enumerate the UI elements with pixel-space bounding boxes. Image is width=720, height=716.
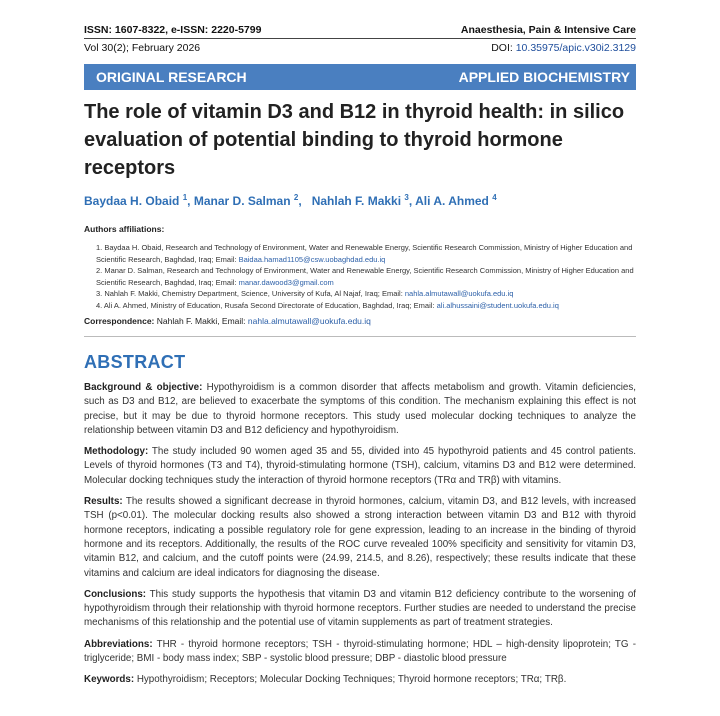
journal-name: Anaesthesia, Pain & Intensive Care <box>460 24 636 36</box>
abstract-background: Background & objective: Hypothyroidism is a common disorder that affects metabolism and growth. Vitamin deficiencies, such as D3 and B12, are believed to exacerbate the symptoms of this condition. The mechanism explaining this effect is not precise, but it may be due to thyroid hormone receptors. This study used molecular docking techniques to analyze the relationship between vitamin D3 and B12 deficiency and hypothyroidism. <box>84 382 636 436</box>
doi-label: DOI: <box>491 42 516 54</box>
author[interactable]: Ali A. Ahmed $^4$ <box>415 193 497 208</box>
affiliations-list <box>96 242 636 311</box>
abstract-heading: ABSTRACT <box>84 352 186 372</box>
affiliation-item: 3. Nahlah F. Makki, Chemistry Department, Science, University of Kufa, Al Najaf, Iraq; Email: nahla.almutawall@uokufa.edu.iq <box>96 289 514 298</box>
doi-link[interactable]: 10.35975/apic.v30i2.3129 <box>515 42 636 54</box>
email-link[interactable]: nahla.almutawall@uokufa.edu.iq <box>404 289 514 298</box>
author[interactable]: Manar D. Salman $^2$ <box>193 193 299 208</box>
email-link[interactable]: Baidaa.hamad1105@csw.uobaghdad.edu.iq <box>238 254 386 264</box>
affiliation-item: 4. Ali A. Ahmed, Ministry of Education, Rusafa Second Directorate of Education, Baghdad, Iraq; Email: ali.alhussaini@student.uokufa.edu.iq <box>96 300 559 310</box>
author-list: Baydaa H. Obaid $^1$, Manar D. Salman $^2$, Nahlah F. Makki $^3$, Ali A. Ahmed $^4$ <box>84 193 497 208</box>
author[interactable]: Nahlah F. Makki $^3$ <box>311 193 409 208</box>
correspondence-email[interactable]: nahla.almutawall@uokufa.edu.iq <box>247 316 371 326</box>
author[interactable]: Baydaa H. Obaid $^1$ <box>84 193 188 208</box>
abstract-methodology: Methodology: The study included 90 women aged 35 and 55, divided into 45 hypothyroid patients and 45 control patients. Levels of thyroid hormones (T3 and T4), thyroid-stimulating hormone (TSH), calcium, vitamins D3 and B12 were determined. Molecular docking techniques study the interaction of thyroid hormone receptors (TRα and TRβ) with vitamins. <box>84 446 636 486</box>
article-type: ORIGINAL RESEARCH <box>96 69 247 85</box>
abstract-body <box>84 381 636 695</box>
email-link[interactable]: manar.dawood3@gmail.com <box>238 277 334 287</box>
doi <box>491 42 636 54</box>
affiliations-heading: Authors affiliations: <box>84 224 165 234</box>
affiliation-item: 1. Baydaa H. Obaid, Research and Technology of Environment, Water and Renewable Energy, Scientific Research Commission, Ministry of Higher Education and Scientific Research, Baghdad, Iraq; Email: Baidaa.hamad1105@csw.uobaghdad.edu.iq <box>96 243 633 264</box>
abstract-keywords: Keywords: Hypothyroidism; Receptors; Molecular Docking Techniques; Thyroid hormone receptors; TRα; TRβ. <box>84 674 567 686</box>
abstract-results: Results: The results showed a significant decrease in thyroid hormones, calcium, vitamin D3, and B12 levels, with increased TSH (p<0.01). The molecular docking results also showed a strong interaction between vitamin D3 and B12 with thyroid hormone receptors, indicating a possible regulatory role for gene expression, leading to an increase in the binding of thyroid hormone and its receptors. Additionally, the results of the ROC curve revealed 100% specificity and sensitivity for vitamin D3, vitamin B12, and calcium, and the cutoff points were (24.99, 214.5, and 8.26), respectively; these results indicate that these vitamins and calcium are ideal indicators for diagnosing the disease. <box>84 496 636 579</box>
section-divider <box>84 336 636 337</box>
issn-text: ISSN: 1607-8322, e-ISSN: 2220-5799 <box>84 24 262 36</box>
article-title: The role of vitamin D3 and B12 in thyroid health: in silico evaluation of potential binding to thyroid hormone receptors <box>84 101 625 179</box>
header-divider <box>84 38 636 39</box>
email-link[interactable]: ali.alhussaini@student.uokufa.edu.iq <box>436 300 559 310</box>
journal-header <box>84 24 636 36</box>
abstract-conclusions: Conclusions: This study supports the hypothesis that vitamin D3 and vitamin B12 deficiency contribute to the worsening of hypothyroidism through their relationship with thyroid hormone receptors. Further studies are needed to understand the precise mechanisms of this relationship and the potential use of vitamin supplements as part of treatment strategies. <box>84 588 636 629</box>
abstract-abbreviations: Abbreviations: THR - thyroid hormone receptors; TSH - thyroid-stimulating hormone; HDL – high-density lipoprotein; TG - triglyceride; BMI - body mass index; SBP - systolic blood pressure; DBP - diastolic blood pressure <box>84 638 636 665</box>
article-category: APPLIED BIOCHEMISTRY <box>458 69 630 85</box>
section-banner <box>84 64 636 90</box>
volume-text: Vol 30(2); February 2026 <box>84 42 201 54</box>
issue-row <box>84 42 636 54</box>
correspondence: Correspondence: Nahlah F. Makki, Email: nahla.almutawall@uokufa.edu.iq <box>84 316 371 326</box>
correspondence-label: Correspondence: <box>84 316 155 326</box>
affiliation-item: 2. Manar D. Salman, Research and Technology of Environment, Water and Renewable Energy, Scientific Research Commission, Ministry of Higher Education and Scientific Research, Baghdad, Iraq; Email: manar.dawood3@gmail.com <box>96 266 634 287</box>
